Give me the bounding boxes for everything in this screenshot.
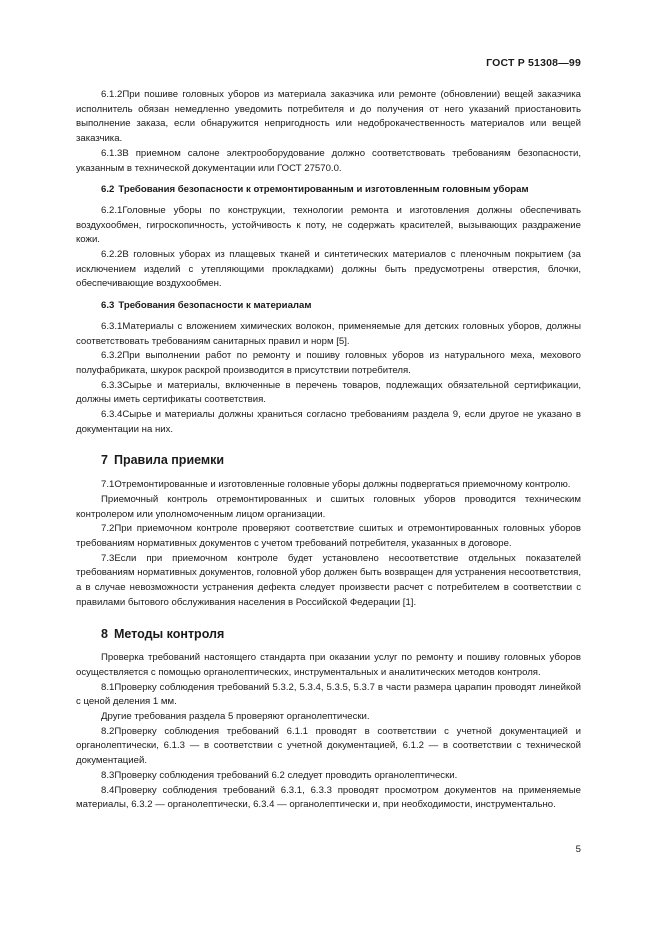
subsection-heading (76, 183, 581, 198)
clause-text: Головные уборы по конструкции, технологии ремонта и изготовления должны обеспечивать воздухообмен, гигроскопичность, устойчивость к поту, не содержать красителей, вызывающих раздражение кожи. (76, 204, 581, 246)
clause-text: Требования безопасности к материалам (118, 300, 312, 312)
clause-text: Другие требования раздела 5 проверяют органолептически. (101, 711, 370, 723)
paragraph (76, 379, 581, 408)
clause-text: Правила приемки (113, 453, 225, 468)
document-header: ГОСТ Р 51308—99 (486, 57, 581, 69)
clause-text: Сырье и материалы должны храниться согласно требованиям раздела 9, если другое не указано в документации на них. (76, 409, 581, 435)
paragraph (76, 769, 581, 784)
clause-number: 8.2 (101, 725, 115, 737)
section-heading (76, 453, 581, 468)
clause-text: В головных уборах из плащевых тканей и синтетических материалов с пленочным покрытием (за исключением изделий с утепляющими прокладками) должны быть предусмотрены отверстия, блочки, обеспечивающие воздухообмен. (76, 249, 581, 290)
clause-number: 8.4 (101, 784, 115, 796)
clause-text: При выполнении работ по ремонту и пошиву головных уборов из натурального меха, мехового полуфабриката, шкурок раскрой производится в присутствии потребителя. (76, 350, 581, 376)
clause-text: Сырье и материалы, включенные в перечень товаров, подлежащих обязательной сертификации, должны иметь сертификаты соответствия. (76, 379, 581, 406)
clause-number: 6.3 (101, 300, 115, 312)
subsection-heading (76, 299, 581, 314)
clause-text: При пошиве головных уборов из материала заказчика или ремонте (обновлении) вещей заказчика исполнитель обязан немедленно уведомить потребителя и до получения от него указаний приостановить выполнение заказа, если обнаружится непригодность или недоброкачественность материалов или вещей заказчика. (76, 89, 581, 145)
clause-text: Проверку соблюдения требований 6.2 следует проводить органолептически. (114, 769, 458, 781)
paragraph (76, 651, 581, 680)
clause-text: Проверку соблюдения требований 6.3.1, 6.3.3 проводят просмотром документов на применяемые материалы, 6.3.2 — органолептически, 6.3.4 — органолептически и, при необходимости, инструментально. (76, 784, 581, 811)
paragraph (76, 681, 581, 710)
paragraph (76, 320, 581, 349)
clause-number: 6.2.1 (101, 204, 123, 216)
paragraph (76, 522, 581, 551)
paragraph (76, 248, 581, 292)
paragraph (76, 88, 581, 147)
paragraph (76, 147, 581, 176)
clause-text: При приемочном контроле проверяют соответствие сшитых и отремонтированных головных уборов требованиям нормативных документов с учетом требований потребителя, указанных в договоре. (76, 523, 581, 549)
section-heading (76, 627, 581, 642)
clause-text: Проверка требований настоящего стандарта при оказании услуг по ремонту и пошиву головных уборов осуществляется с помощью органолептических, инструментальных и аналитических методов контроля. (76, 652, 581, 678)
clause-number: 7.2 (101, 523, 115, 535)
clause-number: 7.1 (101, 479, 115, 491)
clause-text: В приемном салоне электрооборудование должно соответствовать требованиям безопасности, указанным в технической документации или ГОСТ 27570.0. (76, 147, 581, 174)
clause-number: 6.3.1 (101, 320, 123, 332)
paragraph (76, 408, 581, 437)
clause-text: Отремонтированные и изготовленные головные уборы должны подвергаться приемочному контролю. (114, 479, 571, 491)
clause-number: 8.1 (101, 681, 115, 693)
clause-number: 7.3 (101, 552, 115, 564)
paragraph (76, 784, 581, 813)
clause-number: 6.2 (101, 184, 115, 196)
clause-text: Приемочный контроль отремонтированных и сшитых головных уборов проводится техническим контролером или уполномоченным лицом организации. (76, 493, 581, 520)
paragraph (76, 493, 581, 522)
paragraph (76, 710, 581, 725)
paragraph (76, 478, 581, 493)
clause-number: 6.1.2 (101, 89, 123, 100)
clause-number: 6.2.2 (101, 249, 123, 261)
paragraph (76, 204, 581, 248)
paragraph (76, 349, 581, 378)
clause-text: Проверку соблюдения требований 5.3.2, 5.3.4, 5.3.5, 5.3.7 в части размера царапин проводят линейкой с ценой деления 1 мм. (76, 681, 581, 708)
clause-number: 6.1.3 (101, 147, 123, 159)
clause-number: 6.3.4 (101, 409, 123, 421)
clause-number: 6.3.3 (101, 379, 123, 391)
clause-number: 7 (101, 453, 108, 468)
clause-text: Если при приемочном контроле будет установлено несоответствие отдельных показателей требованиям нормативных документов, головной убор должен быть возвращен для устранения несоответствия, а в случае невозможности устранения дефекта следует произвести расчет с потребителем в соответствии с правилами бытового обслуживания населения в Российской Федерации [1]. (76, 552, 581, 608)
clause-text: Материалы с вложением химических волокон, применяемые для детских головных уборов, должны соответствовать требованиям санитарных правил и норм [5]. (76, 320, 581, 347)
document-body (76, 58, 581, 813)
clause-number: 6.3.2 (101, 350, 123, 362)
clause-text: Проверку соблюдения требований 6.1.1 проводят в соответствии с учетной документацией и органолептически, 6.1.3 — в соответствии с учетной документацией, 6.1.2 — в соответствии с технической документацией. (76, 725, 581, 767)
paragraph (76, 725, 581, 769)
clause-text: Методы контроля (113, 626, 225, 641)
clause-number: 8 (101, 626, 108, 641)
paragraph (76, 552, 581, 611)
page-number: 5 (575, 844, 581, 855)
clause-text: Требования безопасности к отремонтированным и изготовленным головным уборам (118, 184, 529, 196)
clause-number: 8.3 (101, 769, 115, 781)
